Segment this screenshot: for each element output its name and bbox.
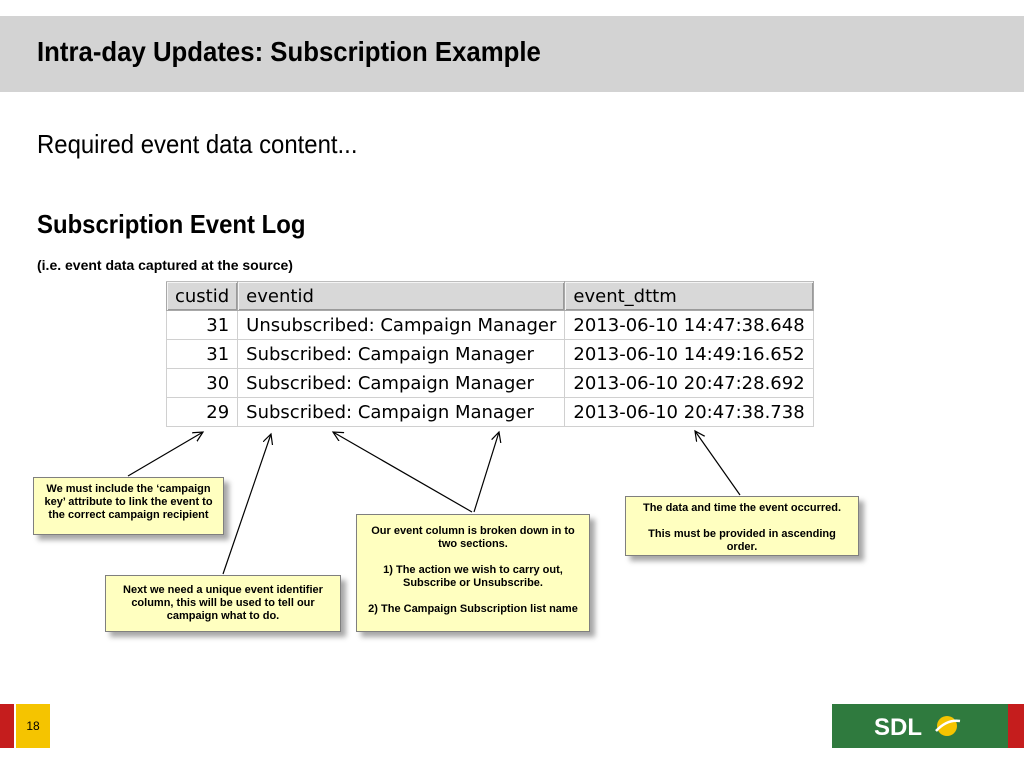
arrow-event-list: [474, 432, 499, 512]
cell-event-dttm[interactable]: 2013-06-10 20:47:38.738: [565, 398, 814, 427]
callout-event-identifier: [105, 575, 341, 632]
cell-eventid[interactable]: Subscribed: Campaign Manager: [238, 340, 565, 369]
arrow-datetime: [695, 431, 740, 495]
cell-custid[interactable]: 31: [167, 311, 238, 340]
column-header-custid[interactable]: custid: [167, 282, 238, 311]
logo-wordmark: SDL: [874, 714, 922, 741]
callout-event-identifier-text: Next we need a unique event identifier column, this will be used to tell our campaign what to do.: [123, 584, 323, 622]
section-note: (i.e. event data captured at the source): [37, 257, 293, 273]
cell-custid[interactable]: 30: [167, 369, 238, 398]
callout-event-column-point2: 2) The Campaign Subscription list name: [368, 603, 578, 615]
callout-event-column-intro: Our event column is broken down in to two sections.: [371, 525, 575, 550]
callout-datetime: [625, 496, 859, 556]
callout-event-column: [356, 514, 590, 632]
arrow-event-identifier: [223, 434, 271, 574]
callout-event-column-point1: 1) The action we wish to carry out, Subscribe or Unsubscribe.: [383, 564, 563, 589]
footer-red-bar: [0, 704, 14, 748]
section-heading: Subscription Event Log: [37, 209, 306, 239]
cell-custid[interactable]: 29: [167, 398, 238, 427]
arrow-event-action: [333, 432, 472, 512]
slide-title: Intra-day Updates: Subscription Example: [37, 36, 541, 67]
cell-eventid[interactable]: Subscribed: Campaign Manager: [238, 369, 565, 398]
cell-eventid[interactable]: Unsubscribed: Campaign Manager: [238, 311, 565, 340]
cell-eventid[interactable]: Subscribed: Campaign Manager: [238, 398, 565, 427]
cell-event-dttm[interactable]: 2013-06-10 14:47:38.648: [565, 311, 814, 340]
sdl-logo: [832, 704, 1008, 748]
callout-datetime-line1: The data and time the event occurred.: [642, 502, 842, 514]
arrow-campaign-key: [128, 432, 203, 476]
page-number: [16, 704, 50, 748]
callout-datetime-line2: This must be provided in ascending order.: [648, 528, 836, 553]
callout-campaign-key-text: We must include the ‘campaign key’ attribute to link the event to the correct campaign recipient: [44, 483, 213, 521]
cell-event-dttm[interactable]: 2013-06-10 20:47:28.692: [565, 369, 814, 398]
slide-subtitle: Required event data content...: [37, 129, 358, 159]
callout-campaign-key: [33, 477, 224, 535]
column-header-event-dttm[interactable]: event_dttm: [565, 282, 814, 311]
logo-red-bar: [1008, 704, 1024, 748]
sdl-logo-icon: [872, 711, 968, 741]
page-number-text: 18: [26, 719, 40, 733]
cell-custid[interactable]: 31: [167, 340, 238, 369]
column-header-eventid[interactable]: eventid: [238, 282, 565, 311]
cell-event-dttm[interactable]: 2013-06-10 14:49:16.652: [565, 340, 814, 369]
